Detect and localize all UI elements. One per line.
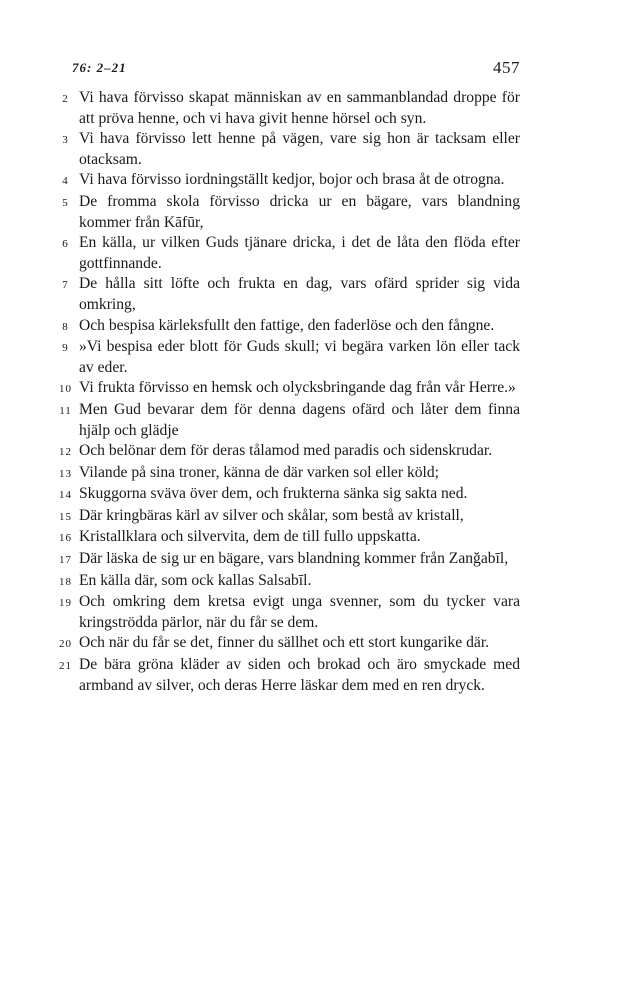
verse-number: 10 [59, 383, 72, 396]
verse-number: 16 [59, 532, 72, 545]
verse-number: 2 [62, 93, 69, 105]
verse-text: En källa där, som ock kallas Salsabīl. [79, 571, 312, 589]
verse-text: De fromma skola förvisso dricka ur en bägare, vars blandning kommer från Kāfūr, [79, 192, 520, 231]
verse-text: Vilande på sina troner, känna de där varken sol eller köld; [79, 463, 439, 481]
verse-number: 15 [59, 510, 72, 523]
verse-text: Vi hava förvisso iordningställt kedjor, bojor och brasa åt de otrogna. [79, 171, 505, 189]
verse [52, 337, 520, 378]
verse [52, 170, 520, 192]
verse-number: 20 [59, 638, 72, 651]
verse-number: 9 [62, 342, 69, 355]
verse [52, 549, 520, 571]
verse-number: 5 [62, 196, 69, 209]
verse-text: Kristallklara och silvervita, dem de till fullo uppskatta. [79, 528, 421, 546]
verse-text: De bära gröna kläder av siden och brokad och äro smyckade med armband av silver, och deras Herre läskar dem med en ren dryck. [79, 656, 520, 694]
verse [52, 129, 520, 170]
verse [52, 633, 520, 655]
verse-number: 4 [62, 175, 69, 188]
verse-text: De hålla sitt löfte och frukta en dag, vars ofärd sprider sig vida omkring, [79, 275, 520, 313]
verse-text: Och omkring dem kretsa evigt unga svenner, som du tycker vara kringströdda pärlor, när du får se dem. [79, 593, 520, 631]
verse-number: 7 [62, 279, 69, 292]
verse-text: Och belönar dem för deras tålamod med paradis och sidenskrudar. [79, 442, 493, 460]
verse-number: 6 [62, 238, 69, 251]
verse-number: 11 [59, 404, 72, 417]
verse-text: Men Gud bevarar dem för denna dagens ofärd och låter dem finna hjälp och glädje [79, 400, 520, 439]
verse-number: 21 [59, 660, 72, 673]
verse [52, 527, 520, 549]
verse-number: 17 [59, 554, 72, 567]
verse-text: »Vi bespisa eder blott för Guds skull; vi begära varken lön eller tack av eder. [79, 338, 520, 376]
verse [52, 233, 520, 274]
verse-number: 18 [59, 575, 72, 588]
verse-text: Och bespisa kärleksfullt den fattige, den faderlöse och den fångne. [79, 316, 495, 334]
verse-number: 13 [59, 467, 72, 480]
verse [52, 655, 520, 696]
verse [52, 506, 520, 528]
verse-number: 19 [59, 597, 72, 610]
verse-number: 8 [62, 320, 69, 333]
running-head-reference: 76: 2–21 [72, 60, 127, 75]
verse-number: 14 [59, 489, 72, 502]
verse-text: En källa, ur vilken Guds tjänare dricka, i det de låta den flöda efter gottfinnande. [79, 234, 520, 272]
verse-text: Där läska de sig ur en bägare, vars blandning kommer från Zanğabīl, [79, 550, 509, 568]
verse-text: Vi hava förvisso lett henne på vägen, vare sig hon är tacksam eller otacksam. [79, 130, 520, 168]
verse-text: Vi hava förvisso skapat människan av en sammanblandad droppe för att pröva henne, och vi hava givit henne hörsel och syn. [79, 89, 520, 127]
verse [52, 378, 520, 400]
verse [52, 400, 520, 441]
verse [52, 192, 520, 233]
verse-list [52, 88, 520, 696]
verse [52, 274, 520, 315]
verse [52, 571, 520, 593]
verse-number: 12 [59, 446, 72, 459]
verse-text: Skuggorna sväva över dem, och frukterna sänka sig sakta ned. [79, 485, 468, 503]
verse [52, 484, 520, 506]
verse [52, 316, 520, 338]
verse [52, 441, 520, 463]
verse [52, 88, 520, 129]
verse-text: Där kringbäras kärl av silver och skålar, som bestå av kristall, [79, 506, 464, 524]
page-header [72, 60, 520, 84]
verse [52, 592, 520, 633]
page-number: 457 [493, 58, 520, 77]
verse-text: Vi frukta förvisso en hemsk och olycksbringande dag från vår Herre.» [79, 379, 516, 397]
verse [52, 463, 520, 485]
verse-number: 3 [62, 134, 69, 147]
verse-text: Och när du får se det, finner du sällhet och ett stort kungarike där. [79, 634, 490, 652]
